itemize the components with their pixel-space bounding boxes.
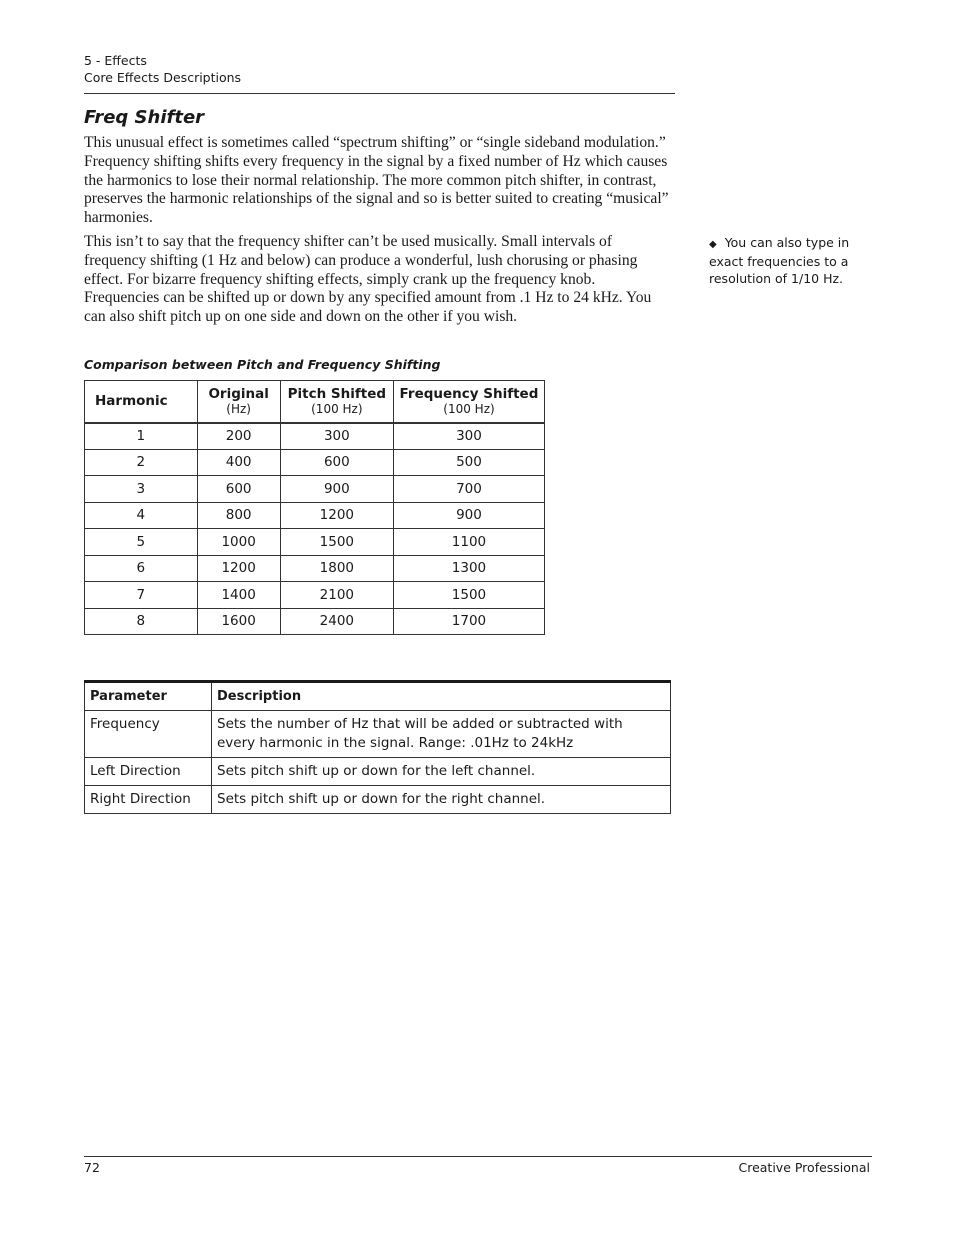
table-row — [85, 582, 545, 609]
cell-original: 1600 — [197, 608, 280, 635]
cell-parameter: Frequency — [85, 711, 212, 758]
table-row — [85, 786, 671, 814]
column-header-description: Description — [212, 682, 671, 711]
cell-harmonic: 4 — [85, 502, 198, 529]
cell-frequency-shifted: 1700 — [393, 608, 544, 635]
column-header-parameter: Parameter — [85, 682, 212, 711]
table-row — [85, 476, 545, 503]
cell-harmonic: 7 — [85, 582, 198, 609]
column-header-frequency-shifted: Frequency Shifted (100 Hz) — [393, 381, 544, 423]
cell-frequency-shifted: 700 — [393, 476, 544, 503]
comparison-table-header-row — [85, 381, 545, 423]
table-row — [85, 449, 545, 476]
table-row — [85, 758, 671, 786]
table-row — [85, 555, 545, 582]
table-row — [85, 529, 545, 556]
cell-original: 1400 — [197, 582, 280, 609]
cell-harmonic: 3 — [85, 476, 198, 503]
cell-pitch-shifted: 2400 — [280, 608, 393, 635]
table-row — [85, 502, 545, 529]
cell-harmonic: 1 — [85, 423, 198, 450]
cell-original: 1000 — [197, 529, 280, 556]
cell-original: 800 — [197, 502, 280, 529]
cell-original: 400 — [197, 449, 280, 476]
parameter-table-header-row — [85, 682, 671, 711]
cell-pitch-shifted: 300 — [280, 423, 393, 450]
cell-pitch-shifted: 600 — [280, 449, 393, 476]
header-divider — [84, 93, 675, 94]
cell-pitch-shifted: 1200 — [280, 502, 393, 529]
cell-original: 200 — [197, 423, 280, 450]
cell-frequency-shifted: 500 — [393, 449, 544, 476]
table-row — [85, 711, 671, 758]
cell-frequency-shifted: 300 — [393, 423, 544, 450]
cell-original: 1200 — [197, 555, 280, 582]
comparison-table-caption: Comparison between Pitch and Frequency Shifting — [84, 357, 441, 372]
cell-frequency-shifted: 1500 — [393, 582, 544, 609]
header-chapter: 5 - Effects — [84, 53, 147, 68]
cell-description: Sets the number of Hz that will be added or subtracted with every harmonic in the signal. Range: .01Hz to 24kHz — [212, 711, 671, 758]
cell-pitch-shifted: 900 — [280, 476, 393, 503]
cell-frequency-shifted: 900 — [393, 502, 544, 529]
page-header — [84, 52, 241, 86]
cell-parameter: Left Direction — [85, 758, 212, 786]
sidenote-text: You can also type in exact frequencies to a resolution of 1/10 Hz. — [709, 235, 850, 286]
cell-frequency-shifted: 1100 — [393, 529, 544, 556]
cell-frequency-shifted: 1300 — [393, 555, 544, 582]
cell-harmonic: 6 — [85, 555, 198, 582]
section-title: Freq Shifter — [84, 107, 205, 128]
cell-pitch-shifted: 1500 — [280, 529, 393, 556]
footer-divider — [84, 1156, 872, 1157]
paragraph-intro: This unusual effect is sometimes called “spectrum shifting” or “single sideband modulation.” Frequency shifting shifts every frequency in the signal by a fixed number of Hz which causes the harmonics to lose their normal relationship. The more common pitch shifter, in contrast, preserves the harmonic relationships of the signal and so is better suited to creating “musical” harmonies. — [84, 134, 669, 227]
parameter-table — [84, 680, 671, 814]
header-section: Core Effects Descriptions — [84, 70, 242, 85]
paragraph-usage: This isn’t to say that the frequency shifter can’t be used musically. Small intervals of frequency shifting (1 Hz and below) can produce a wonderful, lush chorusing or phasing effect. For bizarre frequency shifting effects, simply crank up the frequency knob. Frequencies can be shifted up or down by any specified amount from .1 Hz to 24 kHz. You can also shift pitch up on one side and down on the other if you wish. — [84, 233, 652, 326]
cell-description: Sets pitch shift up or down for the left channel. — [212, 758, 671, 786]
cell-harmonic: 8 — [85, 608, 198, 635]
comparison-table — [84, 380, 545, 635]
cell-harmonic: 5 — [85, 529, 198, 556]
cell-parameter: Right Direction — [85, 786, 212, 814]
diamond-bullet-icon: ◆ — [709, 239, 717, 250]
cell-description: Sets pitch shift up or down for the right channel. — [212, 786, 671, 814]
cell-pitch-shifted: 1800 — [280, 555, 393, 582]
sidenote — [709, 234, 859, 287]
cell-original: 600 — [197, 476, 280, 503]
column-header-harmonic: Harmonic — [85, 381, 198, 423]
page-number: 72 — [84, 1160, 100, 1175]
column-header-original: Original (Hz) — [197, 381, 280, 423]
table-row — [85, 608, 545, 635]
footer-publisher: Creative Professional — [738, 1160, 870, 1175]
table-row — [85, 423, 545, 450]
column-header-pitch-shifted: Pitch Shifted (100 Hz) — [280, 381, 393, 423]
cell-pitch-shifted: 2100 — [280, 582, 393, 609]
cell-harmonic: 2 — [85, 449, 198, 476]
